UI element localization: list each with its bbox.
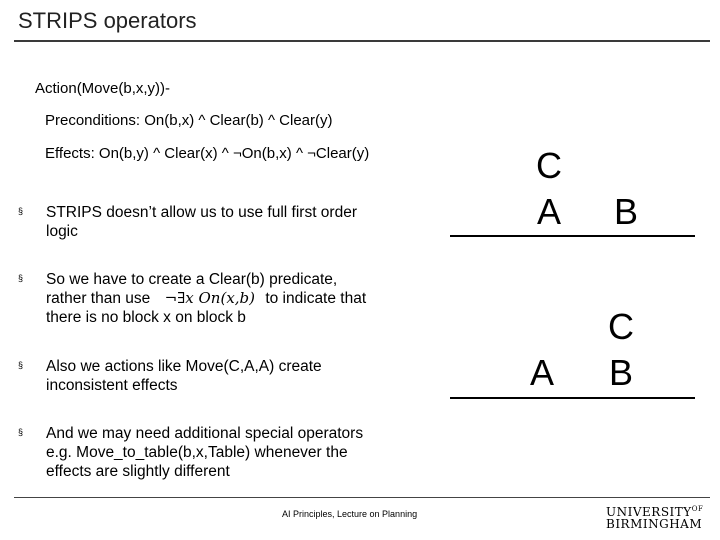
- block-c-top-scene: C: [536, 145, 562, 186]
- university-logo-line-1: UNIVERSITY: [606, 505, 692, 519]
- table-line-bottom: [450, 397, 695, 399]
- block-c-bottom-scene: C: [608, 306, 634, 347]
- bullet-4-line-1: And we may need additional special operators: [46, 425, 364, 442]
- block-b-top-scene: B: [613, 191, 638, 232]
- table-line-top: [450, 235, 695, 237]
- university-logo: [606, 503, 703, 530]
- bullet-2-line-2: [46, 289, 446, 308]
- bullet-marker: §: [18, 360, 24, 370]
- bullet-3-line-1: Also we actions like Move(C,A,A) create: [46, 358, 322, 375]
- bullet-1-line-1: STRIPS doesn’t allow us to use full first order: [46, 204, 357, 221]
- bullet-4-line-2: e.g. Move_to_table(b,x,Table) whenever the: [46, 444, 348, 461]
- formula-not-exists: ¬∃x On(x,b): [164, 289, 256, 307]
- title-divider: [14, 40, 710, 42]
- bullet-marker: §: [18, 206, 24, 216]
- preconditions-line: Preconditions: On(b,x) ^ Clear(b) ^ Clear(y): [45, 112, 333, 129]
- footer-divider: [14, 497, 710, 498]
- bullet-1-line-2: logic: [46, 223, 78, 240]
- footer-caption: AI Principles, Lecture on Planning: [282, 509, 418, 519]
- bullet-2-line-1: So we have to create a Clear(b) predicate,: [46, 271, 338, 288]
- action-line: Action(Move(b,x,y))-: [35, 80, 171, 97]
- bullet-2-line-3: there is no block x on block b: [46, 309, 246, 326]
- university-logo-of: OF: [691, 505, 704, 513]
- bullet-4-line-3: effects are slightly different: [46, 463, 230, 480]
- bullet-2-text-b: to indicate that: [265, 290, 367, 307]
- university-logo-line-2: BIRMINGHAM: [606, 517, 703, 531]
- bullet-marker: §: [18, 273, 24, 283]
- block-a-top-scene: A: [536, 191, 561, 232]
- effects-line: Effects: On(b,y) ^ Clear(x) ^ ¬On(b,x) ^ ¬Clear(y): [45, 145, 370, 162]
- bullet-2-text-a: rather than use: [46, 290, 151, 307]
- bullet-3-line-2: inconsistent effects: [46, 377, 178, 394]
- block-a-bottom-scene: A: [529, 352, 554, 393]
- bullet-marker: §: [18, 427, 24, 437]
- slide-title: STRIPS operators: [18, 8, 197, 33]
- block-b-bottom-scene: B: [608, 352, 633, 393]
